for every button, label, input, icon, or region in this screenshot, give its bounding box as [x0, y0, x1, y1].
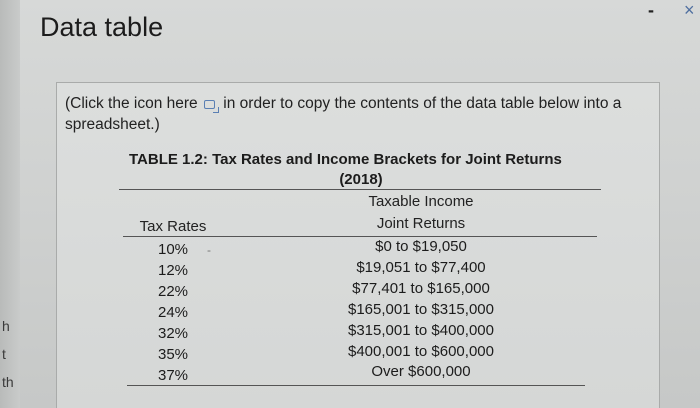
instructions-suffix: in order to copy the contents of the data table below into a spreadsheet.): [65, 95, 622, 133]
cell-rate: 35%: [157, 346, 189, 363]
marker: -: [207, 243, 211, 257]
cell-rate: 37%: [157, 367, 189, 384]
cell-rate: 32%: [157, 325, 189, 342]
cell-rate: 10%: [157, 241, 189, 258]
header-joint-returns: Joint Returns: [376, 215, 466, 232]
table-title-year: (2018): [339, 171, 383, 188]
minimize-button[interactable]: -: [648, 0, 654, 20]
background-text-fragment: h: [2, 318, 10, 334]
cell-income: $315,001 to $400,000: [348, 322, 494, 339]
table-title: [121, 150, 601, 190]
close-button[interactable]: ×: [684, 0, 695, 20]
cell-income: $0 to $19,050: [375, 238, 467, 255]
background-text-fragment: th: [2, 374, 14, 390]
dialog-title: Data table: [40, 12, 164, 42]
instructions-prefix: (Click the icon here: [65, 95, 198, 112]
cell-income: Over $600,000: [371, 363, 471, 380]
cell-income: $165,001 to $315,000: [348, 301, 494, 318]
cell-rate: 24%: [157, 304, 189, 321]
cell-rate: 12%: [157, 262, 189, 279]
data-table-panel: [56, 82, 660, 408]
table-bottom-rule: [127, 385, 585, 386]
background-window-edge: [0, 0, 20, 408]
header-rule: [123, 236, 597, 237]
instructions-text: [65, 93, 655, 135]
cell-income: $400,001 to $600,000: [348, 343, 494, 360]
group-header: Taxable Income: [368, 193, 474, 210]
table-title-main: TABLE 1.2: Tax Rates and Income Brackets for Joint Returns: [129, 151, 562, 168]
header-tax-rates: Tax Rates: [139, 218, 207, 235]
copy-icon[interactable]: [204, 100, 215, 109]
cell-rate: 22%: [157, 283, 189, 300]
background-text-fragment: t: [2, 346, 6, 362]
cell-income: $77,401 to $165,000: [352, 280, 490, 297]
cell-income: $19,051 to $77,400: [356, 259, 486, 276]
table-top-rule: [119, 189, 601, 190]
